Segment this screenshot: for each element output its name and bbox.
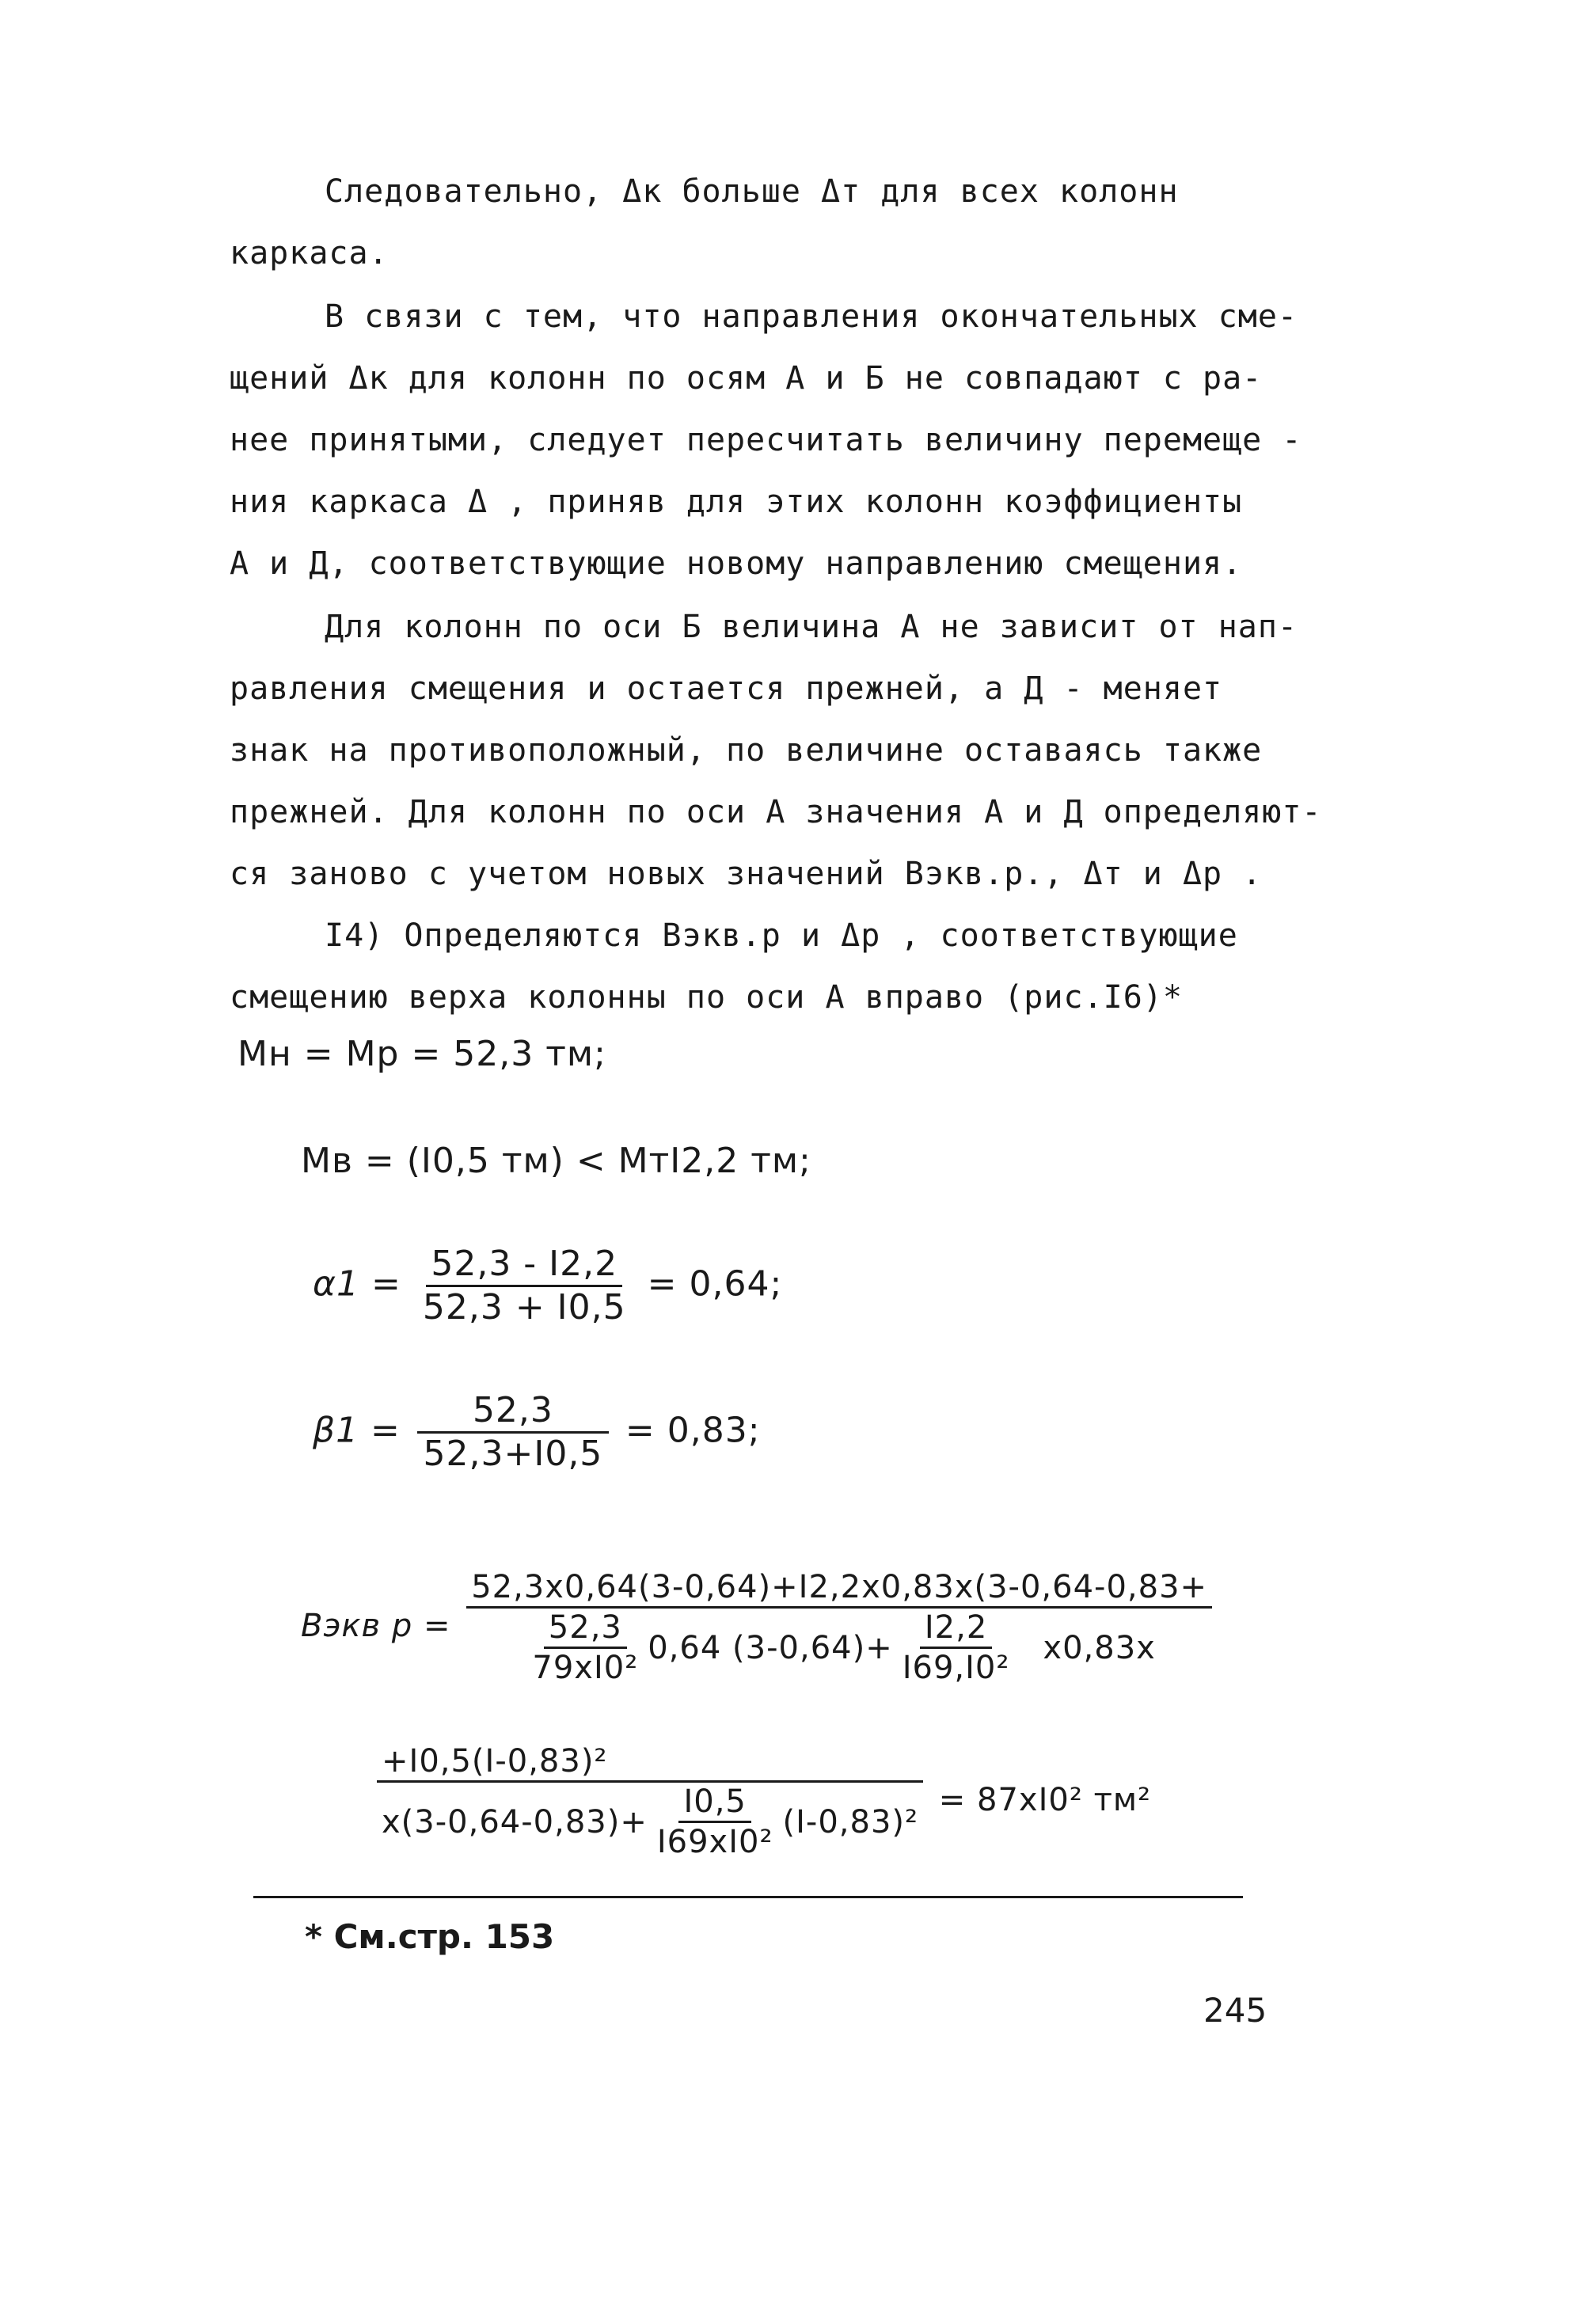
paragraph-3-line-1: Для колонн по оси Б величина А не зависит от нап- <box>325 609 1298 645</box>
paragraph-4-line-2: смещению верха колонны по оси А вправо (рис.I6)* <box>230 979 1183 1016</box>
footnote: * См.стр. 153 <box>305 1917 555 1956</box>
continuation-denominator <box>377 1783 923 1858</box>
b-equiv-sub-fraction-a <box>527 1609 643 1686</box>
paragraph-1-line-1: Следовательно, Δк больше Δт для всех колонн <box>325 173 1179 210</box>
sub-fraction-a-denominator: 79xI0² <box>532 1650 639 1686</box>
paragraph-3-line-4: прежней. Для колонн по оси А значения А и Д определяют- <box>230 794 1322 830</box>
b-equiv-den-tail: x0,83x <box>1043 1629 1156 1666</box>
paragraph-3-line-5: ся заново с учетом новых значений Bэкв.р., Δт и Δр . <box>230 856 1263 892</box>
page-number: 245 <box>1203 1991 1267 2030</box>
continuation-sub-fraction <box>652 1783 778 1860</box>
beta-denominator: 52,3+I0,5 <box>423 1434 603 1474</box>
footnote-rule <box>253 1896 1243 1898</box>
equation-beta <box>313 1390 761 1474</box>
continuation-sub-numerator: I0,5 <box>678 1786 750 1823</box>
paragraph-1-line-2: каркаса. <box>230 235 389 272</box>
beta-numerator: 52,3 <box>417 1393 609 1434</box>
equation-moments: Mн = Mр = 52,3 тм; <box>238 1034 606 1074</box>
b-equiv-den-middle: 0,64 (3-0,64)+ <box>648 1629 893 1666</box>
paragraph-3-line-3: знак на противоположный, по величине оставаясь также <box>230 732 1263 769</box>
continuation-den-tail: (I-0,83)² <box>782 1803 919 1840</box>
equation-moment-b: Mв = (I0,5 тм) < MтI2,2 тм; <box>301 1141 811 1181</box>
b-equiv-denominator <box>518 1609 1160 1684</box>
continuation-numerator: +I0,5(I-0,83)² <box>377 1745 923 1783</box>
alpha-lhs: α1 = <box>313 1263 401 1305</box>
continuation-rhs: = 87xI0² тм² <box>938 1782 1152 1818</box>
continuation-fraction <box>377 1745 923 1858</box>
paragraph-2-line-3: нее принятыми, следует пересчитать величину перемеще - <box>230 422 1302 458</box>
alpha-fraction <box>418 1244 631 1328</box>
sub-fraction-c-denominator: I69,I0² <box>902 1650 1010 1686</box>
paragraph-2-line-1: В связи с тем, что направления окончательных сме- <box>325 298 1298 335</box>
b-equiv-lhs: Bэкв р = <box>301 1608 451 1644</box>
paragraph-2-line-2: щений Δк для колонн по осям А и Б не совпадают с ра- <box>230 360 1263 397</box>
b-equiv-sub-fraction-c <box>898 1609 1015 1686</box>
sub-fraction-a-numerator: 52,3 <box>544 1612 627 1649</box>
continuation-sub-denominator: I69xI0² <box>656 1824 773 1860</box>
equation-b-equiv <box>301 1571 1217 1684</box>
paragraph-4-line-1: I4) Определяются Bэкв.р и Δр , соответствующие <box>325 917 1238 954</box>
beta-rhs: = 0,83; <box>625 1410 761 1451</box>
b-equiv-numerator: 52,3x0,64(3-0,64)+I2,2x0,83x(3-0,64-0,83+ <box>466 1571 1212 1609</box>
b-equiv-fraction <box>466 1571 1212 1684</box>
equation-b-equiv-continuation <box>372 1745 1151 1858</box>
alpha-numerator: 52,3 - I2,2 <box>426 1247 622 1287</box>
paragraph-3-line-2: равления смещения и остается прежней, а Д - меняет <box>230 670 1223 707</box>
sub-fraction-c-numerator: I2,2 <box>920 1612 992 1649</box>
beta-lhs: β1 = <box>313 1410 401 1451</box>
beta-fraction <box>417 1390 609 1474</box>
continuation-den-head: x(3-0,64-0,83)+ <box>382 1803 648 1840</box>
equation-alpha <box>313 1244 783 1328</box>
alpha-rhs: = 0,64; <box>647 1263 783 1305</box>
paragraph-2-line-5: А и Д, соответствующие новому направлению смещения. <box>230 545 1243 582</box>
paragraph-2-line-4: ния каркаса Δ , приняв для этих колонн коэффициенты <box>230 484 1243 520</box>
alpha-denominator: 52,3 + I0,5 <box>422 1287 626 1328</box>
